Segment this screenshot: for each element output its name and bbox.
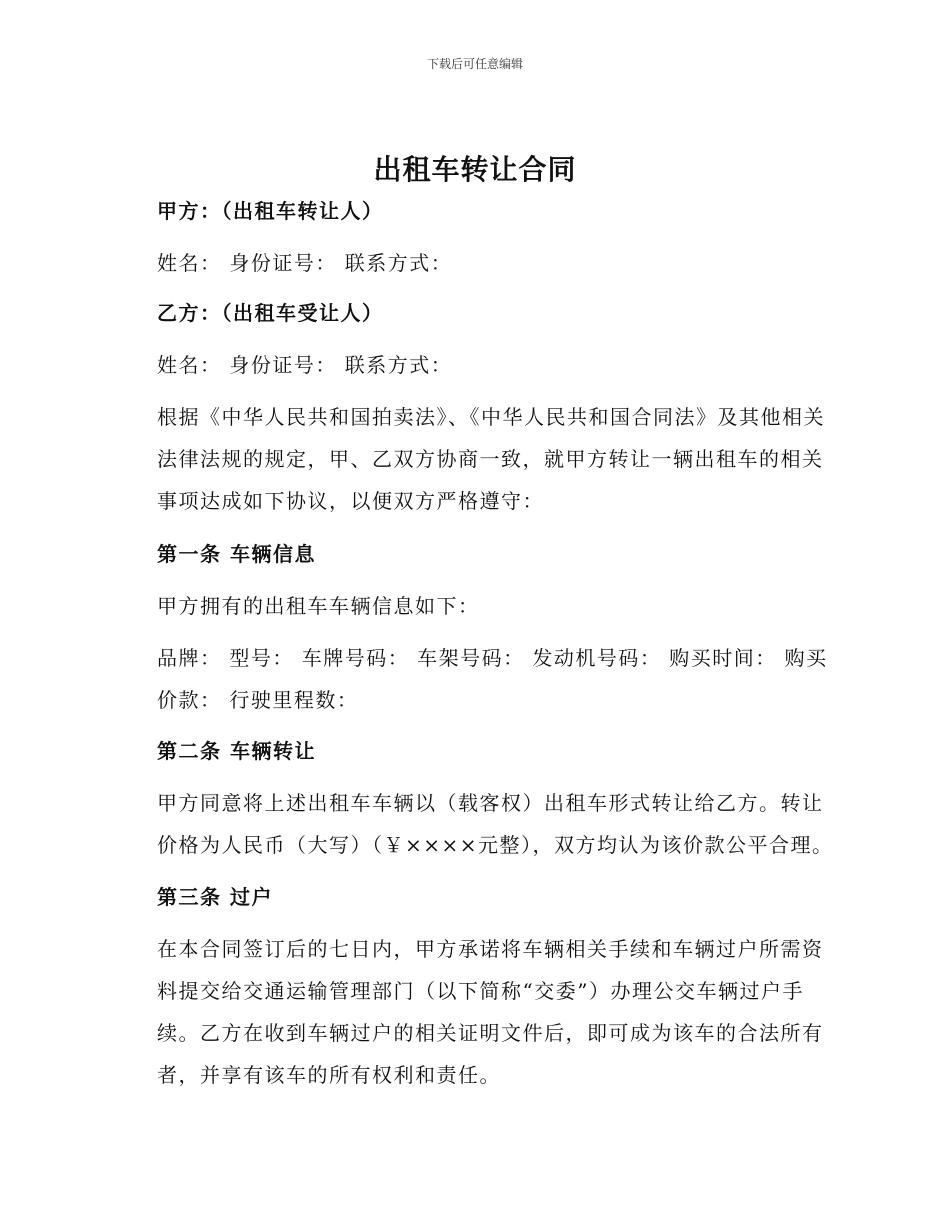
article-1-heading: 第一条 车辆信息 xyxy=(157,542,316,566)
party-a-heading: 甲方：（出租车转让人） xyxy=(157,199,384,223)
article-2-paragraph: 甲方同意将上述出租车车辆以（载客权）出租车形式转让给乙方。转让价格为人民币（大写）（￥××××元整），双方均认为该价款公平合理。 xyxy=(157,791,834,857)
document-title: 出租车转让合同 xyxy=(373,153,577,186)
article-2-heading: 第二条 车辆转让 xyxy=(157,739,316,763)
article-2-section xyxy=(115,730,835,866)
article-1-section xyxy=(115,533,835,721)
party-b-section xyxy=(115,292,835,386)
article-1-intro: 甲方拥有的出租车车辆信息如下： xyxy=(157,594,480,618)
preamble-paragraph: 根据《中华人民共和国拍卖法》、《中华人民共和国合同法》及其他相关法律法规的规定，甲、乙双方协商一致，就甲方转让一辆出租车的相关事项达成如下协议，以便双方严格遵守： xyxy=(157,405,825,513)
party-a-section xyxy=(115,190,835,284)
article-3-paragraph: 在本合同签订后的七日内，甲方承诺将车辆相关手续和车辆过户所需资料提交给交通运输管理部门（以下简称“交委”）办理公交车辆过户手续。乙方在收到车辆过户的相关证明文件后，即可成为该车的合法所有者，并享有该车的所有权利和责任。 xyxy=(157,937,824,1087)
party-b-heading: 乙方：（出租车受让人） xyxy=(157,301,384,325)
header-note: 下载后可任意编辑 xyxy=(426,57,523,71)
article-3-section xyxy=(115,876,835,1096)
article-1-fields: 品牌： 型号： 车牌号码： 车架号码： 发动机号码： 购买时间： 购买价款： 行驶里程数： xyxy=(157,646,828,712)
party-b-fields: 姓名： 身份证号： 联系方式： xyxy=(157,353,453,377)
preamble-section xyxy=(115,396,835,522)
party-a-fields: 姓名： 身份证号： 联系方式： xyxy=(157,251,453,275)
article-3-heading: 第三条 过户 xyxy=(157,885,273,909)
